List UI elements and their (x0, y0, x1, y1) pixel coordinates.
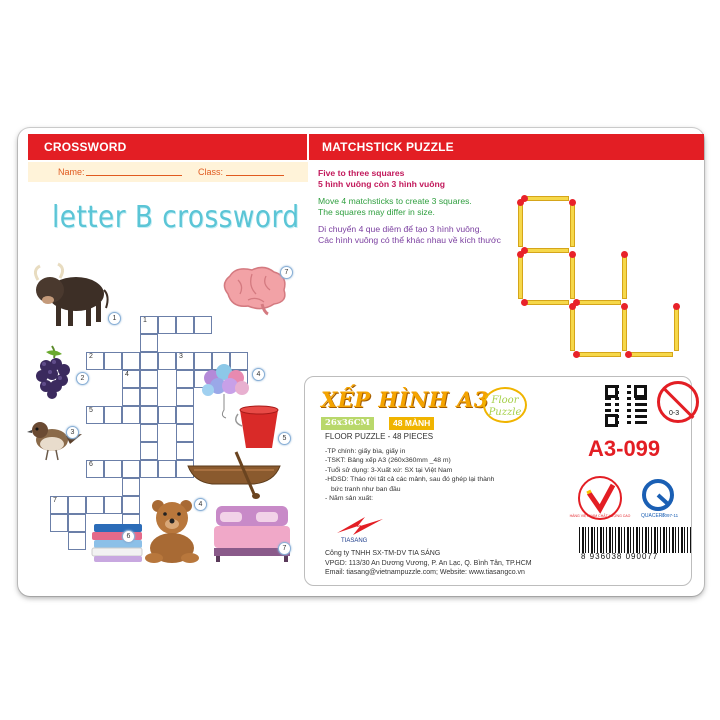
crossword-cell[interactable] (140, 460, 158, 478)
crossword-cell[interactable] (194, 316, 212, 334)
puzzle-line-2: 5 hình vuông còn 3 hình vuông (318, 179, 445, 189)
matchstick[interactable] (523, 196, 569, 201)
crossword-cell[interactable] (140, 334, 158, 352)
crossword-clue-number: 2 (89, 353, 93, 360)
crossword-cell[interactable] (158, 406, 176, 424)
svg-text:QUACERT: QUACERT (641, 513, 666, 519)
matchstick-head (573, 351, 580, 358)
crossword-cell[interactable] (122, 460, 140, 478)
puzzle-line-6: Các hình vuông có thể khác nhau về kích thước (318, 235, 501, 245)
matchstick-head (673, 303, 680, 310)
crossword-clue-number: 6 (89, 461, 93, 468)
crossword-cell[interactable] (68, 496, 86, 514)
crossword-cell[interactable] (176, 388, 194, 406)
matchstick[interactable] (622, 305, 627, 351)
spec-line: bức tranh như ban đầu (331, 485, 401, 493)
boat-picture (184, 448, 284, 500)
crossword-cell[interactable] (140, 424, 158, 442)
clue-callout-4: 4 (252, 368, 265, 381)
crossword-cell[interactable] (140, 406, 158, 424)
company-line: Công ty TNHH SX-TM-DV TIA SÁNG (325, 550, 441, 557)
matchstick-header: MATCHSTICK PUZZLE (306, 134, 704, 160)
crossword-cell[interactable] (104, 460, 122, 478)
puzzle-line-5: Di chuyển 4 que diêm để tạo 3 hình vuông. (318, 224, 482, 234)
puzzle-line-3: Move 4 matchsticks to create 3 squares. (318, 196, 472, 206)
spec-line: -HDSD: Tháo rời tất cả các mảnh, sau đó ghép lại thành (325, 476, 495, 484)
crossword-cell[interactable] (122, 478, 140, 496)
crossword-clue-number: 1 (143, 317, 147, 324)
crossword-cell[interactable] (122, 406, 140, 424)
crossword-cell[interactable] (104, 352, 122, 370)
svg-text:TIASANG: TIASANG (341, 538, 368, 544)
barcode (579, 527, 691, 561)
matchstick-head (621, 303, 628, 310)
crossword-cell[interactable] (140, 442, 158, 460)
matchstick-head (521, 299, 528, 306)
matchstick[interactable] (570, 253, 575, 299)
matchstick[interactable] (622, 253, 627, 299)
puzzle-instructions-title (318, 168, 445, 190)
puzzle-board (18, 128, 704, 596)
crossword-cell[interactable] (158, 316, 176, 334)
quality-seal (569, 475, 631, 521)
matchstick-head (569, 303, 576, 310)
pieces-tag: 48 MẢNH (389, 417, 434, 430)
age-warning-icon (657, 381, 699, 423)
matchstick-head (517, 251, 524, 258)
floor-puzzle-line: FLOOR PUZZLE - 48 PIECES (325, 432, 434, 441)
crossword-cell[interactable] (86, 496, 104, 514)
crossword-clue-number: 4 (125, 371, 129, 378)
svg-text:0097-11: 0097-11 (662, 513, 679, 518)
crossword-clue-number: 5 (89, 407, 93, 414)
crossword-cell[interactable] (158, 352, 176, 370)
spec-line: -TSKT: Bảng xếp A3 (260x360mm _48 m) (325, 457, 451, 465)
matchstick-head (569, 251, 576, 258)
blackberry-picture (32, 342, 76, 400)
matchstick[interactable] (518, 253, 523, 299)
company-info (325, 549, 532, 578)
matchstick[interactable] (523, 300, 569, 305)
spec-line: - Năm sản xuất: (325, 495, 373, 503)
crossword-title: letter B crossword (52, 200, 300, 235)
crossword-header: CROSSWORD (28, 134, 308, 160)
spec-line: -TP chính: giấy bìa, giấy in (325, 448, 406, 455)
matchstick[interactable] (518, 201, 523, 247)
crossword-cell[interactable] (122, 352, 140, 370)
quacert-seal (635, 475, 681, 521)
matchstick[interactable] (570, 305, 575, 351)
clue-callout-7-brain: 7 (280, 266, 293, 279)
crossword-cell[interactable] (176, 370, 194, 388)
clue-callout-3: 3 (66, 426, 79, 439)
crossword-cell[interactable] (158, 460, 176, 478)
age-label: 0-3 (669, 410, 680, 417)
class-line (226, 175, 284, 176)
crossword-cell[interactable] (104, 406, 122, 424)
crossword-cell[interactable] (176, 316, 194, 334)
size-tag: 26x36CM (321, 417, 374, 430)
matchstick[interactable] (674, 305, 679, 351)
bird-picture (26, 416, 82, 462)
crossword-cell[interactable] (176, 406, 194, 424)
company-line: Email: tiasang@vietnampuzzle.com; Website: www.tiasangco.vn (325, 569, 525, 577)
crossword-clue-number: 3 (179, 353, 183, 360)
barcode-digits: 8 936038 090077 (581, 552, 659, 561)
matchstick[interactable] (575, 300, 621, 305)
name-line (86, 175, 182, 176)
crossword-cell[interactable] (104, 496, 122, 514)
puzzle-instructions-en (318, 196, 472, 218)
crossword-cell[interactable] (122, 388, 140, 406)
crossword-cell[interactable] (68, 532, 86, 550)
product-info-box (304, 376, 692, 586)
clue-callout-6: 6 (122, 530, 135, 543)
bucket-picture (234, 402, 284, 452)
matchstick[interactable] (627, 352, 673, 357)
matchstick[interactable] (570, 201, 575, 247)
clue-callout-2: 2 (76, 372, 89, 385)
name-class-band (28, 162, 308, 182)
matchstick-head (517, 199, 524, 206)
matchstick-head (569, 199, 576, 206)
company-line: VPGD: 113/30 An Dương Vương, P. An Lạc, Q. Bình Tân, TP.HCM (325, 559, 532, 567)
crossword-cell[interactable] (140, 388, 158, 406)
bull-picture (26, 256, 110, 334)
product-specs (325, 447, 525, 503)
crossword-cell[interactable] (140, 352, 158, 370)
matchstick[interactable] (523, 248, 569, 253)
matchstick-head (625, 351, 632, 358)
floor-puzzle-badge: Floor Puzzle (483, 387, 527, 423)
matchstick-head (621, 251, 628, 258)
crossword-cell[interactable] (68, 514, 86, 532)
qr-code (605, 385, 647, 427)
header-divider (307, 134, 309, 160)
crossword-clue-number: 7 (53, 497, 57, 504)
tiasang-logo (335, 513, 387, 543)
product-code: A3-099 (588, 436, 661, 461)
brand-title: XẾP HÌNH A3 (321, 387, 489, 412)
crossword-cell[interactable] (50, 514, 68, 532)
clue-callout-1: 1 (108, 312, 121, 325)
crossword-cell[interactable] (176, 424, 194, 442)
puzzle-line-1: Five to three squares (318, 168, 405, 178)
name-label: Name: (58, 167, 85, 177)
class-label: Class: (198, 167, 224, 177)
svg-text:HÀNG VIỆT NAM CHẤT LƯỢNG CAO: HÀNG VIỆT NAM CHẤT LƯỢNG CAO (569, 514, 631, 518)
matchstick[interactable] (575, 352, 621, 357)
clue-callout-4-bear: 4 (194, 498, 207, 511)
clue-callout-5: 5 (278, 432, 291, 445)
puzzle-line-4: The squares may differ in size. (318, 207, 435, 217)
clue-callout-7-bed: 7 (278, 542, 291, 555)
puzzle-instructions-vi (318, 224, 501, 246)
crossword-cell[interactable] (140, 370, 158, 388)
spec-line: -Tuổi sử dụng: 3-Xuất xứ: SX tại Việt Nam (325, 466, 453, 474)
